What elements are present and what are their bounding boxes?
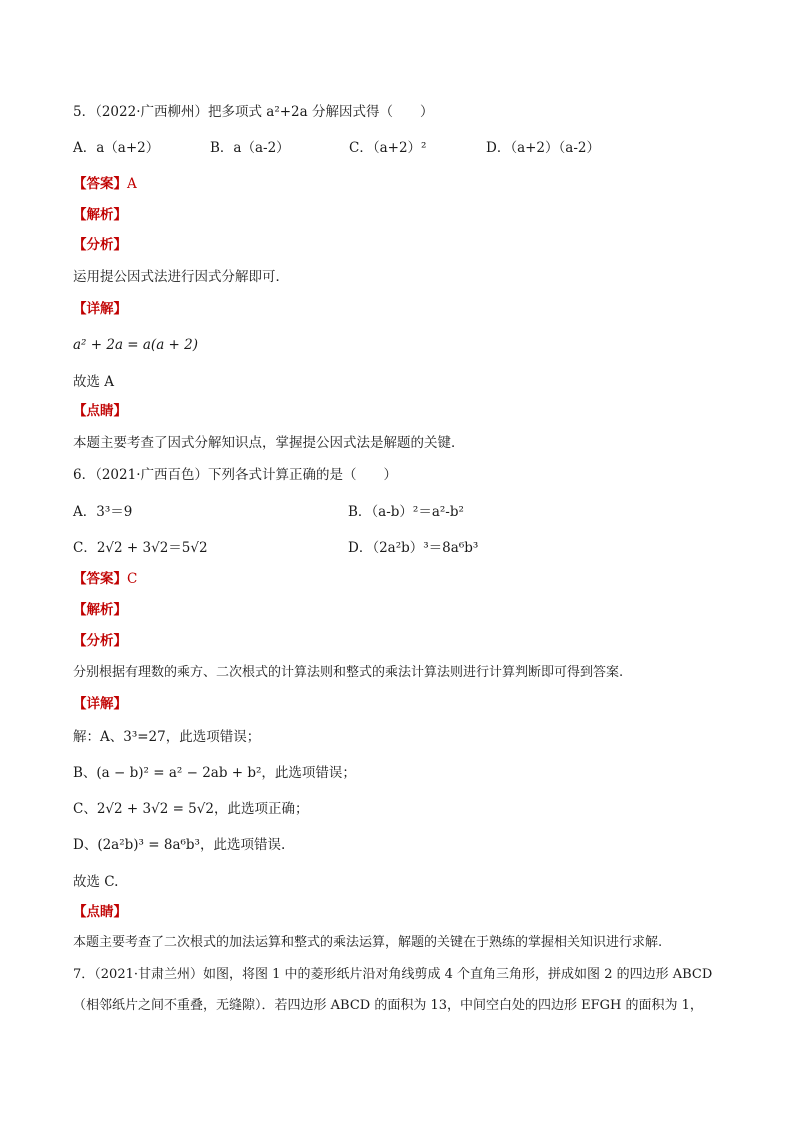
q6-options-row1 (73, 503, 754, 521)
q6-answer-row (73, 570, 754, 588)
q6-answer: C (127, 571, 138, 587)
q7-stem-line1: 7．（2021·甘肃兰州）如图，将图 1 中的菱形纸片沿对角线剪成 4 个直角三角形，拼成如图 2 的四边形 ABCD (73, 967, 713, 982)
q5-fenxi-tag: 【分析】 (73, 237, 127, 253)
q5-formula: a² + 2a = a(a + 2) (73, 337, 199, 353)
q6-dianjing-row (73, 903, 754, 921)
q6-option-a: A．3³＝9 (73, 504, 133, 520)
q6-answer-tag: 【答案】 (73, 571, 127, 587)
q6-option-d: D．（2a²b）³＝8a⁶b³ (348, 540, 479, 556)
q6-xiangjie-tag: 【详解】 (73, 696, 127, 712)
q6-jiexi-row (73, 601, 754, 619)
q5-option-b: B．a（a-2） (210, 140, 290, 156)
q6-option-c: C．2√2 + 3√2＝5√2 (73, 540, 208, 556)
q6-stem: 6．（2021·广西百色）下列各式计算正确的是（ ） (73, 467, 397, 483)
q5-answer-row (73, 175, 754, 193)
q6-option-b: B．（a-b）²＝a²-b² (348, 504, 464, 520)
q5-dianjing-tag: 【点睛】 (73, 403, 127, 419)
q6-dianjing-text: 本题主要考查了二次根式的加法运算和整式的乘法运算，解题的关键在于熟练的掌握相关知识进行求解. (73, 935, 663, 950)
q6-step-b: B、(a − b)² = a² − 2ab + b²，此选项错误； (73, 765, 356, 781)
q5-dianjing-text: 本题主要考查了因式分解知识点，掌握提公因式法是解题的关键． (73, 435, 465, 451)
q5-jiexi-tag: 【解析】 (73, 207, 127, 223)
q6-fenxi-text: 分别根据有理数的乘方、二次根式的计算法则和整式的乘法计算法则进行计算判断即可得到答案. (73, 665, 624, 680)
q5-answer-tag: 【答案】 (73, 176, 127, 192)
q5-stem: 5．（2022·广西柳州）把多项式 a²+2a 分解因式得（ ） (73, 104, 434, 120)
q6-xiangjie-row (73, 695, 754, 713)
q5-xiangjie-row (73, 300, 754, 318)
q5-dianjing-row (73, 402, 754, 420)
q6-step-d: D、(2a²b)³ = 8a⁶b³，此选项错误. (73, 837, 286, 853)
q6-fenxi-row (73, 632, 754, 650)
q5-option-c: C．（a+2）² (349, 140, 427, 156)
q5-jiexi-row (73, 206, 754, 224)
q5-option-a: A．a（a+2） (73, 140, 160, 156)
q5-xiangjie-tag: 【详解】 (73, 301, 127, 317)
q6-jiexi-tag: 【解析】 (73, 602, 127, 618)
q6-step-c: C、2√2 + 3√2 = 5√2，此选项正确； (73, 801, 309, 817)
q6-conclusion: 故选 C. (73, 874, 119, 890)
q5-options (73, 139, 754, 157)
q5-fenxi-row (73, 236, 754, 254)
q6-step-a: 解：A、3³=27，此选项错误； (73, 729, 261, 745)
q6-dianjing-tag: 【点睛】 (73, 904, 127, 920)
q5-answer: A (127, 176, 137, 192)
q5-option-d: D．（a+2）（a-2） (486, 140, 600, 156)
q7-stem-line2: （相邻纸片之间不重叠，无缝隙）．若四边形 ABCD 的面积为 13，中间空白处的四边形 EFGH 的面积为 1， (73, 998, 703, 1013)
q6-options-row2 (73, 539, 754, 557)
q5-fenxi-text: 运用提公因式法进行因式分解即可． (73, 269, 289, 285)
q6-fenxi-tag: 【分析】 (73, 633, 127, 649)
q5-conclusion: 故选 A (73, 374, 115, 390)
